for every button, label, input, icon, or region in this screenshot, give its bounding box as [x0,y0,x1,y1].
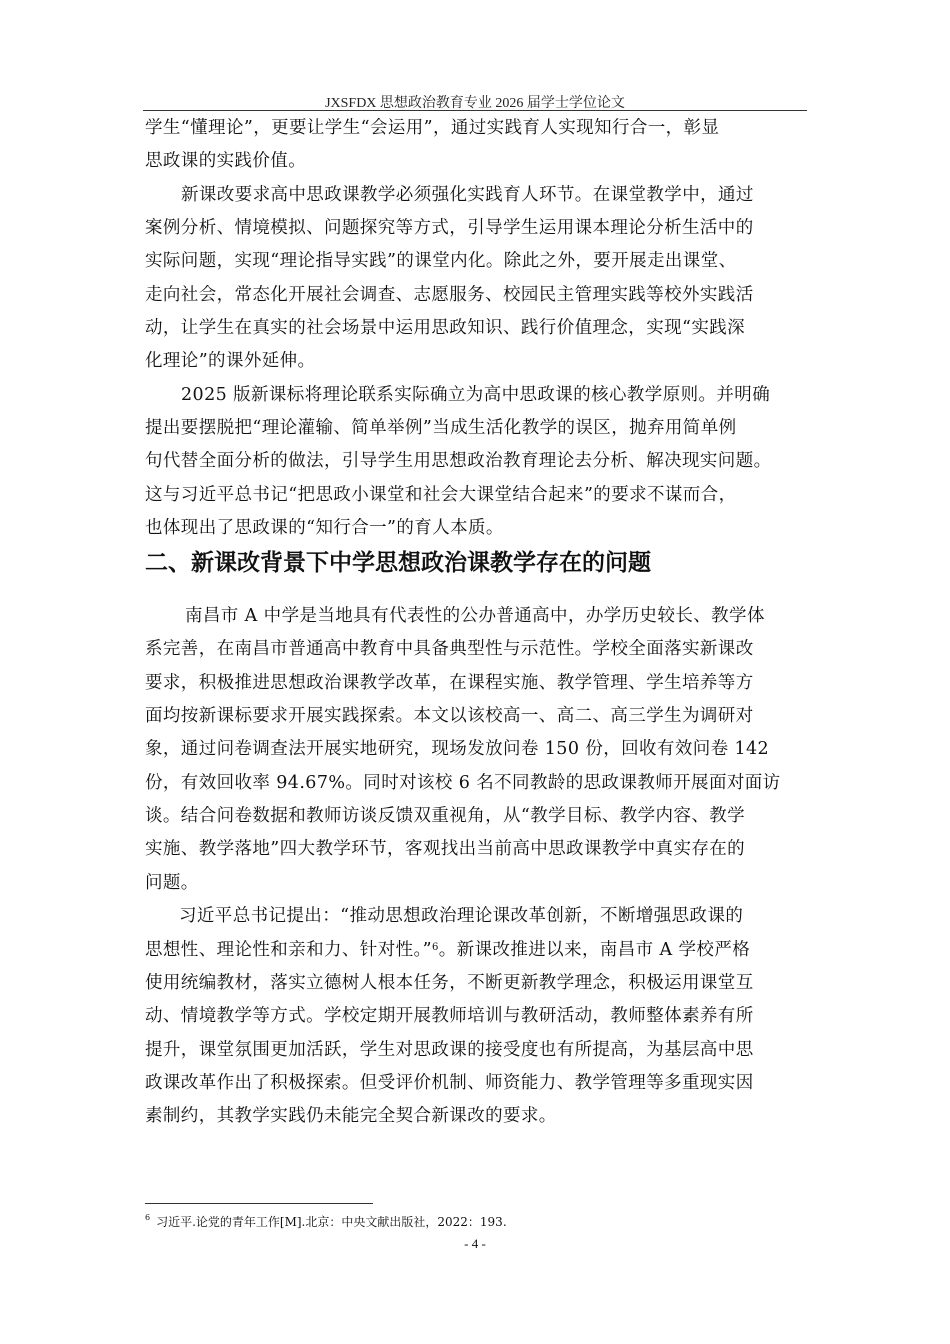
footnote-text: 习近平.论党的青年工作[M].北京：中央文献出版社，2022：193. [156,1215,507,1229]
text-line: 案例分析、情境模拟、问题探究等方式，引导学生运用课本理论分析生活中的 [145,218,754,238]
text-line: 南昌市 A 中学是当地具有代表性的公办普通高中，办学历史较长、教学体 [185,606,765,626]
text-line: 学生“懂理论”，更要让学生“会运用”，通过实践育人实现知行合一，彰显 [145,118,720,138]
text-line-with-footnote [145,939,750,961]
text-line: 要求，积极推进思想政治课教学改革，在课程实施、教学管理、学生培养等方 [145,673,754,693]
text-line: 谈。结合问卷数据和教师访谈反馈双重视角，从“教学目标、教学内容、教学 [145,806,746,826]
footnote-number: 6 [145,1213,151,1222]
footnote-separator [145,1203,373,1204]
text-line: 习近平总书记提出：“推动思想政治理论课改革创新，不断增强思政课的 [179,906,744,926]
footnote [145,1213,507,1230]
text-line: 动，让学生在真实的社会场景中运用思政知识、践行价值理念，实现“实践深 [145,318,746,338]
footnote-reference[interactable]: 6 [432,942,439,953]
section-heading: 二、新课改背景下中学思想政治课教学存在的问题 [145,550,651,576]
text-line: 化理论”的课外延伸。 [145,351,316,371]
text-line: 句代替全面分析的做法，引导学生用思想政治教育理论去分析、解决现实问题。 [145,451,772,471]
text-line: 动、情境教学等方式。学校定期开展教师培训与教研活动，教师整体素养有所 [145,1006,754,1026]
text-line: 提升，课堂氛围更加活跃，学生对思政课的接受度也有所提高，为基层高中思 [145,1040,754,1060]
text-line: 实施、教学落地”四大教学环节，客观找出当前高中思政课教学中真实存在的 [145,839,746,859]
text-line: 素制约，其教学实践仍未能完全契合新课改的要求。 [145,1106,557,1126]
text-line: 使用统编教材，落实立德树人根本任务，不断更新教学理念，积极运用课堂互 [145,973,754,993]
text-segment: 思想性、理论性和亲和力、针对性。” [145,940,432,960]
page-number: - 4 - [464,1236,486,1251]
header-rule [143,110,807,111]
text-line: 提出要摆脱把“理论灌输、简单举例”当成生活化教学的误区，抛弃用简单例 [145,418,737,438]
running-header: JXSFDX 思想政治教育专业 2026 届学士学位论文 [325,96,625,111]
text-line: 系完善，在南昌市普通高中教育中具备典型性与示范性。学校全面落实新课改 [145,639,754,659]
text-line: 问题。 [145,873,199,893]
text-line: 面均按新课标要求开展实践探索。本文以该校高一、高二、高三学生为调研对 [145,706,754,726]
text-line: 实际问题，实现“理论指导实践”的课堂内化。除此之外，要开展走出课堂、 [145,251,737,271]
text-line: 新课改要求高中思政课教学必须强化实践育人环节。在课堂教学中，通过 [181,185,754,205]
text-segment: 。新课改推进以来，南昌市 A 学校严格 [438,940,751,960]
text-line: 也体现出了思政课的“知行合一”的育人本质。 [145,518,504,538]
text-line: 象，通过问卷调查法开展实地研究，现场发放问卷 150 份，回收有效问卷 142 [145,739,770,759]
text-line: 思政课的实践价值。 [145,151,307,171]
text-line: 这与习近平总书记“把思政小课堂和社会大课堂结合起来”的要求不谋而合， [145,485,737,505]
text-line: 份，有效回收率 94.67%。同时对该校 6 名不同教龄的思政课教师开展面对面访 [145,773,781,793]
text-line: 政课改革作出了积极探索。但受评价机制、师资能力、教学管理等多重现实因 [145,1073,754,1093]
text-line: 2025 版新课标将理论联系实际确立为高中思政课的核心教学原则。并明确 [181,385,771,405]
text-line: 走向社会，常态化开展社会调查、志愿服务、校园民主管理实践等校外实践活 [145,285,754,305]
